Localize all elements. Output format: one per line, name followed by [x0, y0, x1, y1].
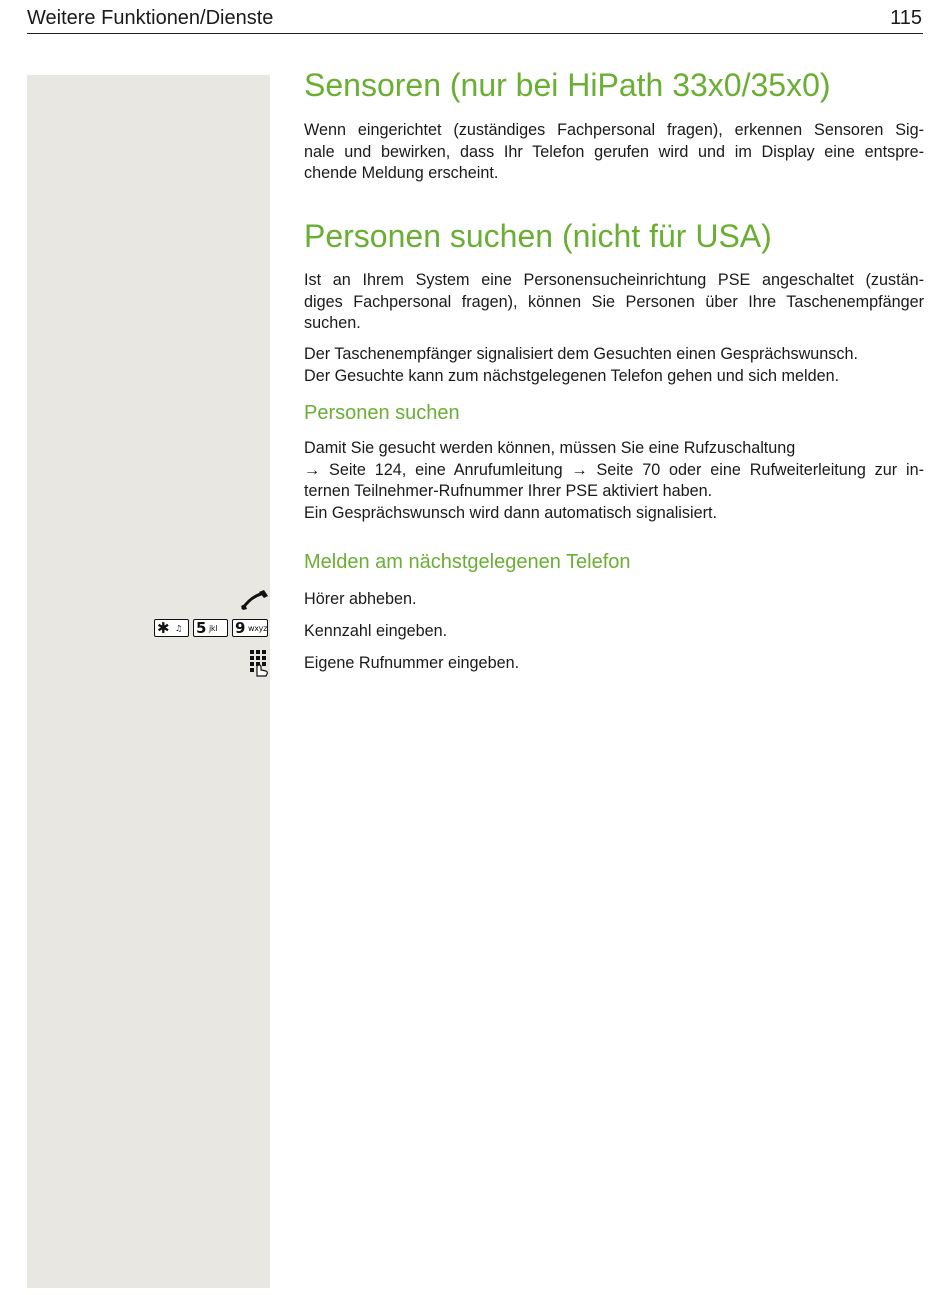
star-key-icon — [154, 619, 189, 637]
text-line: nale und bewirken, dass Ihr Telefon gerufen wird und im Display eine entspre- — [304, 142, 924, 161]
key-main-glyph: ✱ — [157, 619, 170, 637]
handset-lift-icon — [240, 589, 270, 611]
subsection-title-personen-suchen: Personen suchen — [304, 402, 460, 424]
key-sub-glyph: jkl — [209, 624, 218, 633]
header-title: Weitere Funktionen/Dienste — [27, 7, 274, 29]
personen-sub-paragraph — [304, 438, 924, 524]
step-text-hoerer: Hörer abheben. — [304, 590, 417, 608]
five-key-icon — [193, 619, 228, 637]
section-title-personen-suchen: Personen suchen (nicht für USA) — [304, 218, 772, 254]
page-header — [27, 6, 923, 34]
text-line: Ein Gesprächswunsch wird dann automatisch signalisiert. — [304, 503, 717, 522]
text-line: diges Fachpersonal fragen), können Sie Personen über Ihre Taschenempfänger — [304, 292, 924, 311]
margin-column — [27, 75, 270, 1288]
text-line: ternen Teilnehmer-Rufnummer Ihrer PSE aktiviert haben. — [304, 482, 713, 501]
text-line: suchen. — [304, 314, 361, 333]
key-sub-glyph: ♫ — [175, 624, 182, 633]
section-title-sensoren: Sensoren (nur bei HiPath 33x0/35x0) — [304, 67, 831, 103]
personen-paragraph-2 — [304, 344, 924, 387]
sensoren-paragraph — [304, 120, 924, 185]
subsection-title-melden: Melden am nächstgelegenen Telefon — [304, 551, 631, 573]
text-line: Ist an Ihrem System eine Personensucheinrichtung PSE angeschaltet (zustän- — [304, 271, 924, 289]
text-line: Damit Sie gesucht werden können, müssen Sie eine Rufzuschaltung — [304, 439, 796, 457]
text-line: Wenn eingerichtet (zuständiges Fachpersonal fragen), erkennen Sensoren Sig- — [304, 121, 924, 139]
step-text-kennzahl: Kennzahl eingeben. — [304, 622, 448, 640]
text-line: → Seite 124, eine Anrufumleitung → Seite 70 oder eine Rufweiterleitung zur in- — [304, 460, 924, 479]
key-main-glyph: 9 — [235, 619, 246, 637]
key-sub-glyph: wxyz — [248, 624, 268, 633]
page-number: 115 — [890, 7, 922, 29]
keypad-code-keys-icon — [154, 619, 269, 639]
text-line: chende Meldung erscheint. — [304, 164, 499, 183]
text-line: Der Taschenempfänger signalisiert dem Gesuchten einen Gesprächswunsch. — [304, 345, 858, 363]
dial-keypad-icon — [249, 649, 269, 677]
step-text-rufnummer: Eigene Rufnummer eingeben. — [304, 654, 520, 672]
nine-key-icon — [232, 619, 268, 637]
key-main-glyph: 5 — [196, 619, 207, 637]
personen-paragraph-1 — [304, 270, 924, 335]
text-line: Der Gesuchte kann zum nächstgelegenen Telefon gehen und sich melden. — [304, 366, 840, 385]
